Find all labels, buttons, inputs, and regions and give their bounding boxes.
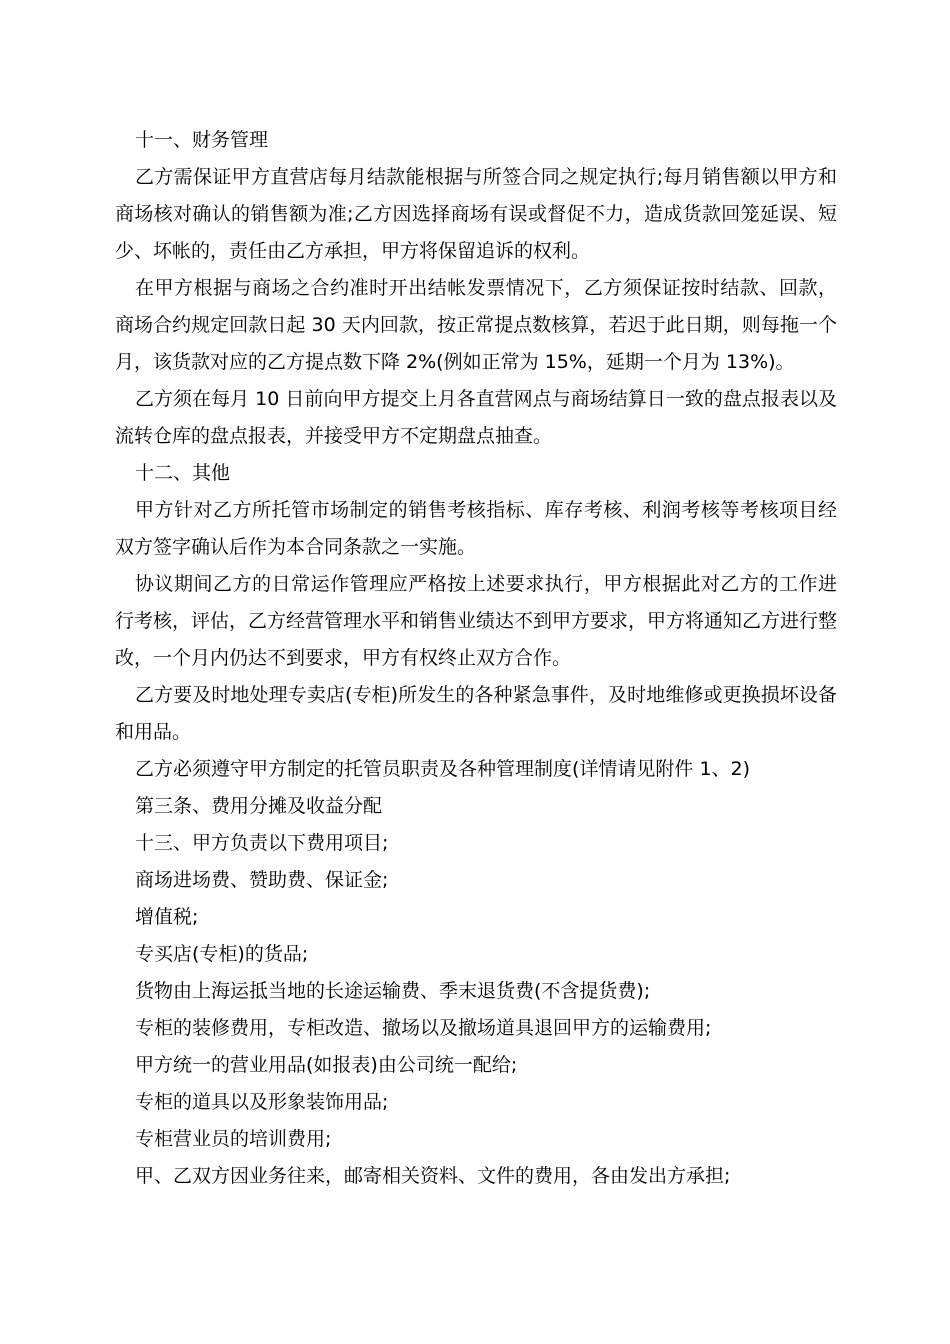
article-heading-cost-sharing: 第三条、费用分摊及收益分配 bbox=[135, 795, 383, 817]
section-heading-other: 十二、其他 bbox=[135, 462, 231, 484]
list-item-vat: 增值税; bbox=[135, 906, 199, 928]
list-item-transport: 货物由上海运抵当地的长途运输费、季末退货费(不含提货费); bbox=[135, 980, 651, 1002]
document-body bbox=[115, 122, 837, 1195]
list-item-decoration: 专柜的装修费用，专柜改造、撤场以及撤场道具退回甲方的运输费用; bbox=[135, 1017, 712, 1039]
paragraph-settlement: 乙方需保证甲方直营店每月结款能根据与所签合同之规定执行;每月销售额以甲方和商场核对确认的销售额为准;乙方因选择商场有误或督促不力，造成货款回笼延误、短少、坏帐的，责任由乙方承担，甲方将保留追诉的权利。 bbox=[115, 166, 837, 262]
paragraph-inventory-report: 乙方须在每月 10 日前向甲方提交上月各直营网点与商场结算日一致的盘点报表以及流转仓库的盘点报表，并接受甲方不定期盘点抽查。 bbox=[115, 388, 837, 447]
list-item-goods: 专买店(专柜)的货品; bbox=[135, 943, 309, 965]
list-item-business-supplies: 甲方统一的营业用品(如报表)由公司统一配给; bbox=[135, 1054, 518, 1076]
paragraph-operation-management: 协议期间乙方的日常运作管理应严格按上述要求执行，甲方根据此对乙方的工作进行考核，评估，乙方经营管理水平和销售业绩达不到甲方要求，甲方将通知乙方进行整改，一个月内仍达不到要求，甲方有权终止双方合作。 bbox=[115, 573, 838, 669]
list-item-props: 专柜的道具以及形象装饰用品; bbox=[135, 1091, 389, 1113]
section-heading-finance: 十一、财务管理 bbox=[135, 129, 269, 151]
section-heading-party-a-costs: 十三、甲方负责以下费用项目; bbox=[135, 832, 389, 854]
paragraph-assessment-indicators: 甲方针对乙方所托管市场制定的销售考核指标、库存考核、利润考核等考核项目经双方签字确认后作为本合同条款之一实施。 bbox=[115, 499, 837, 558]
list-item-training: 专柜营业员的培训费用; bbox=[135, 1128, 332, 1150]
list-item-entry-fees: 商场进场费、赞助费、保证金; bbox=[135, 869, 389, 891]
paragraph-emergency-handling: 乙方要及时地处理专卖店(专柜)所发生的各种紧急事件，及时地维修或更换损坏设备和用品。 bbox=[115, 684, 837, 743]
paragraph-payment-terms: 在甲方根据与商场之合约准时开出结帐发票情况下，乙方须保证按时结款、回款，商场合约规定回款日起 30 天内回款，按正常提点数核算，若迟于此日期，则每拖一个月，该货款对应的乙方提点数下降 2%(例如正常为 15%，延期一个月为 13%)。 bbox=[115, 277, 837, 373]
list-item-mailing: 甲、乙双方因业务往来，邮寄相关资料、文件的费用，各由发出方承担; bbox=[135, 1165, 731, 1187]
paragraph-management-rules: 乙方必须遵守甲方制定的托管员职责及各种管理制度(详情请见附件 1、2) bbox=[135, 758, 751, 780]
